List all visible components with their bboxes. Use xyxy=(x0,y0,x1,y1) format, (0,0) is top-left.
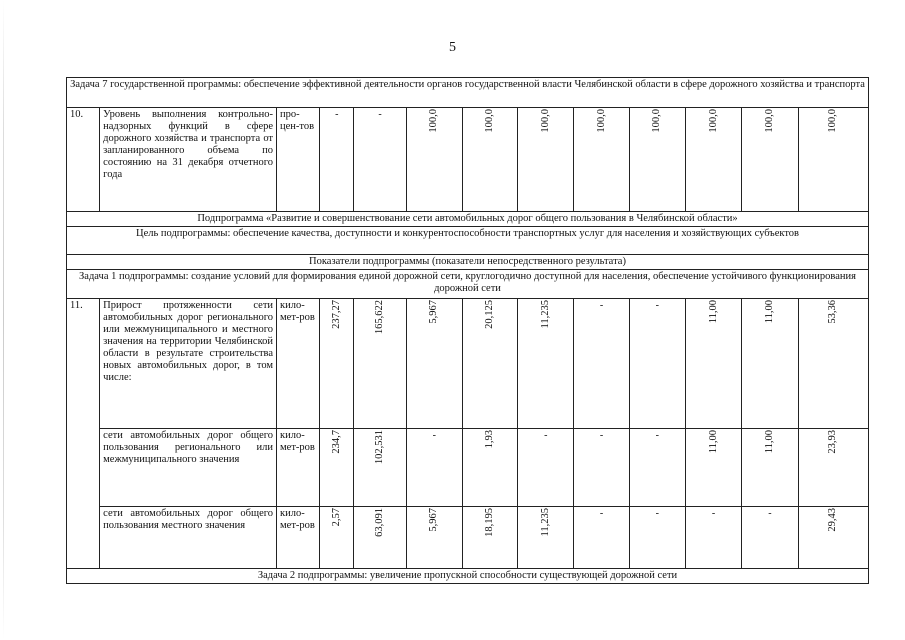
indicator-description: сети автомобильных дорог общего пользования регионального или межмуниципального значения xyxy=(100,429,277,507)
value-cell xyxy=(406,507,462,569)
task2-header: Задача 2 подпрограммы: увеличение пропускной способности существующей дорожной сети xyxy=(67,569,869,584)
table-row-11-regional xyxy=(67,429,869,507)
value-text: 100,0 xyxy=(763,109,775,133)
value-cell xyxy=(798,299,869,429)
value-cell xyxy=(798,507,869,569)
value-cell xyxy=(406,108,462,212)
unit-of-measure: кило-мет-ров xyxy=(277,429,320,507)
value-text: - xyxy=(655,430,659,441)
table-row-11 xyxy=(67,299,869,429)
value-text: - xyxy=(599,300,604,311)
value-cell xyxy=(798,429,869,507)
value-cell xyxy=(629,108,685,212)
unit-of-measure: кило-мет-ров xyxy=(277,299,320,429)
value-text: - xyxy=(711,508,716,519)
value-cell xyxy=(685,299,741,429)
value-cell xyxy=(320,299,354,429)
value-text: 11,235 xyxy=(539,508,551,537)
value-text: 5,967 xyxy=(428,508,440,532)
value-text: - xyxy=(599,430,604,441)
value-cell xyxy=(574,507,629,569)
value-text: 11,00 xyxy=(763,300,775,324)
value-text: 102,531 xyxy=(374,430,386,465)
row-number: 11. xyxy=(67,299,100,569)
value-cell xyxy=(629,507,685,569)
page-number: 5 xyxy=(449,40,456,55)
value-cell xyxy=(518,299,574,429)
value-text: 237,27 xyxy=(330,300,342,329)
value-cell xyxy=(406,299,462,429)
unit-of-measure: про-цен-тов xyxy=(277,108,320,212)
value-cell xyxy=(742,108,798,212)
value-text: 100,0 xyxy=(428,109,440,133)
unit-of-measure: кило-мет-ров xyxy=(277,507,320,569)
row-number: 10. xyxy=(67,108,100,212)
value-text: - xyxy=(768,508,772,519)
value-cell xyxy=(320,507,354,569)
value-cell xyxy=(320,108,354,212)
value-text: 53,36 xyxy=(827,300,839,324)
value-text: 63,091 xyxy=(374,508,386,537)
indicators-table xyxy=(66,77,869,584)
value-cell xyxy=(629,429,685,507)
value-text: - xyxy=(655,508,659,519)
task1-header: Задача 1 подпрограммы: создание условий для формирования единой дорожной сети, круглогодично доступной для населения, обеспечение устойчивого функционирования дорожной сети xyxy=(67,270,869,299)
value-text: 100,0 xyxy=(539,109,551,133)
value-text: 100,0 xyxy=(707,109,719,133)
value-text: 2,57 xyxy=(330,508,342,527)
value-text: - xyxy=(378,109,382,120)
value-text: 1,93 xyxy=(484,430,496,449)
indicators-header: Показатели подпрограммы (показатели непосредственного результата) xyxy=(67,255,869,270)
value-cell xyxy=(574,429,629,507)
value-text: 11,00 xyxy=(707,430,719,454)
value-text: - xyxy=(655,300,659,311)
value-cell xyxy=(462,108,517,212)
value-cell xyxy=(406,429,462,507)
task7-header: Задача 7 государственной программы: обеспечение эффективной деятельности органов государственной власти Челябинской области в сфере дорожного хозяйства и транспорта xyxy=(67,78,869,108)
value-cell xyxy=(462,429,517,507)
value-cell xyxy=(518,429,574,507)
table-row-10 xyxy=(67,108,869,212)
value-text: 100,0 xyxy=(827,109,839,133)
value-cell xyxy=(574,108,629,212)
scan-margin-line xyxy=(3,0,4,640)
value-cell xyxy=(742,507,798,569)
value-cell xyxy=(354,299,406,429)
value-text: 11,00 xyxy=(707,300,719,324)
value-cell xyxy=(354,108,406,212)
value-text: - xyxy=(335,109,339,120)
value-text: - xyxy=(544,430,548,441)
value-text: 100,0 xyxy=(484,109,496,133)
value-text: 5,967 xyxy=(428,300,440,324)
value-cell xyxy=(354,429,406,507)
indicator-description: Прирост протяженности сети автомобильных дорог регионального или межмуниципального и местного значения на территории Челябинской области в результате строительства новых автомобильных дорог, в том числе: xyxy=(100,299,277,429)
value-text: 18,195 xyxy=(484,508,496,537)
value-text: 100,0 xyxy=(651,109,663,133)
indicator-description: Уровень выполнения контрольно-надзорных функций в сфере дорожного хозяйства и транспорта от запланированного объема по состоянию на 31 декабря отчетного года xyxy=(100,108,277,212)
value-cell xyxy=(685,429,741,507)
value-cell xyxy=(742,299,798,429)
value-cell xyxy=(629,299,685,429)
value-cell xyxy=(685,108,741,212)
value-text: 234,7 xyxy=(330,430,342,454)
value-text: 11,00 xyxy=(763,430,775,454)
value-cell xyxy=(462,299,517,429)
value-text: 23,93 xyxy=(827,430,839,454)
indicator-description: сети автомобильных дорог общего пользования местного значения xyxy=(100,507,277,569)
value-cell xyxy=(798,108,869,212)
table-row-11-local xyxy=(67,507,869,569)
value-text: - xyxy=(599,508,604,519)
value-cell xyxy=(518,507,574,569)
value-cell xyxy=(685,507,741,569)
value-text: 20,125 xyxy=(484,300,496,329)
value-text: - xyxy=(432,430,436,441)
value-text: 100,0 xyxy=(595,109,607,133)
value-cell xyxy=(742,429,798,507)
value-cell xyxy=(354,507,406,569)
value-text: 29,43 xyxy=(827,508,839,532)
subprogram-goal: Цель подпрограммы: обеспечение качества, доступности и конкурентоспособности транспортных услуг для населения и хозяйствующих субъектов xyxy=(67,227,869,255)
subprogram-header: Подпрограмма «Развитие и совершенствование сети автомобильных дорог общего пользования в Челябинской области» xyxy=(67,212,869,227)
value-cell xyxy=(462,507,517,569)
value-cell xyxy=(518,108,574,212)
value-text: 11,235 xyxy=(539,300,551,329)
value-cell xyxy=(320,429,354,507)
value-text: 165,622 xyxy=(374,300,386,335)
value-cell xyxy=(574,299,629,429)
